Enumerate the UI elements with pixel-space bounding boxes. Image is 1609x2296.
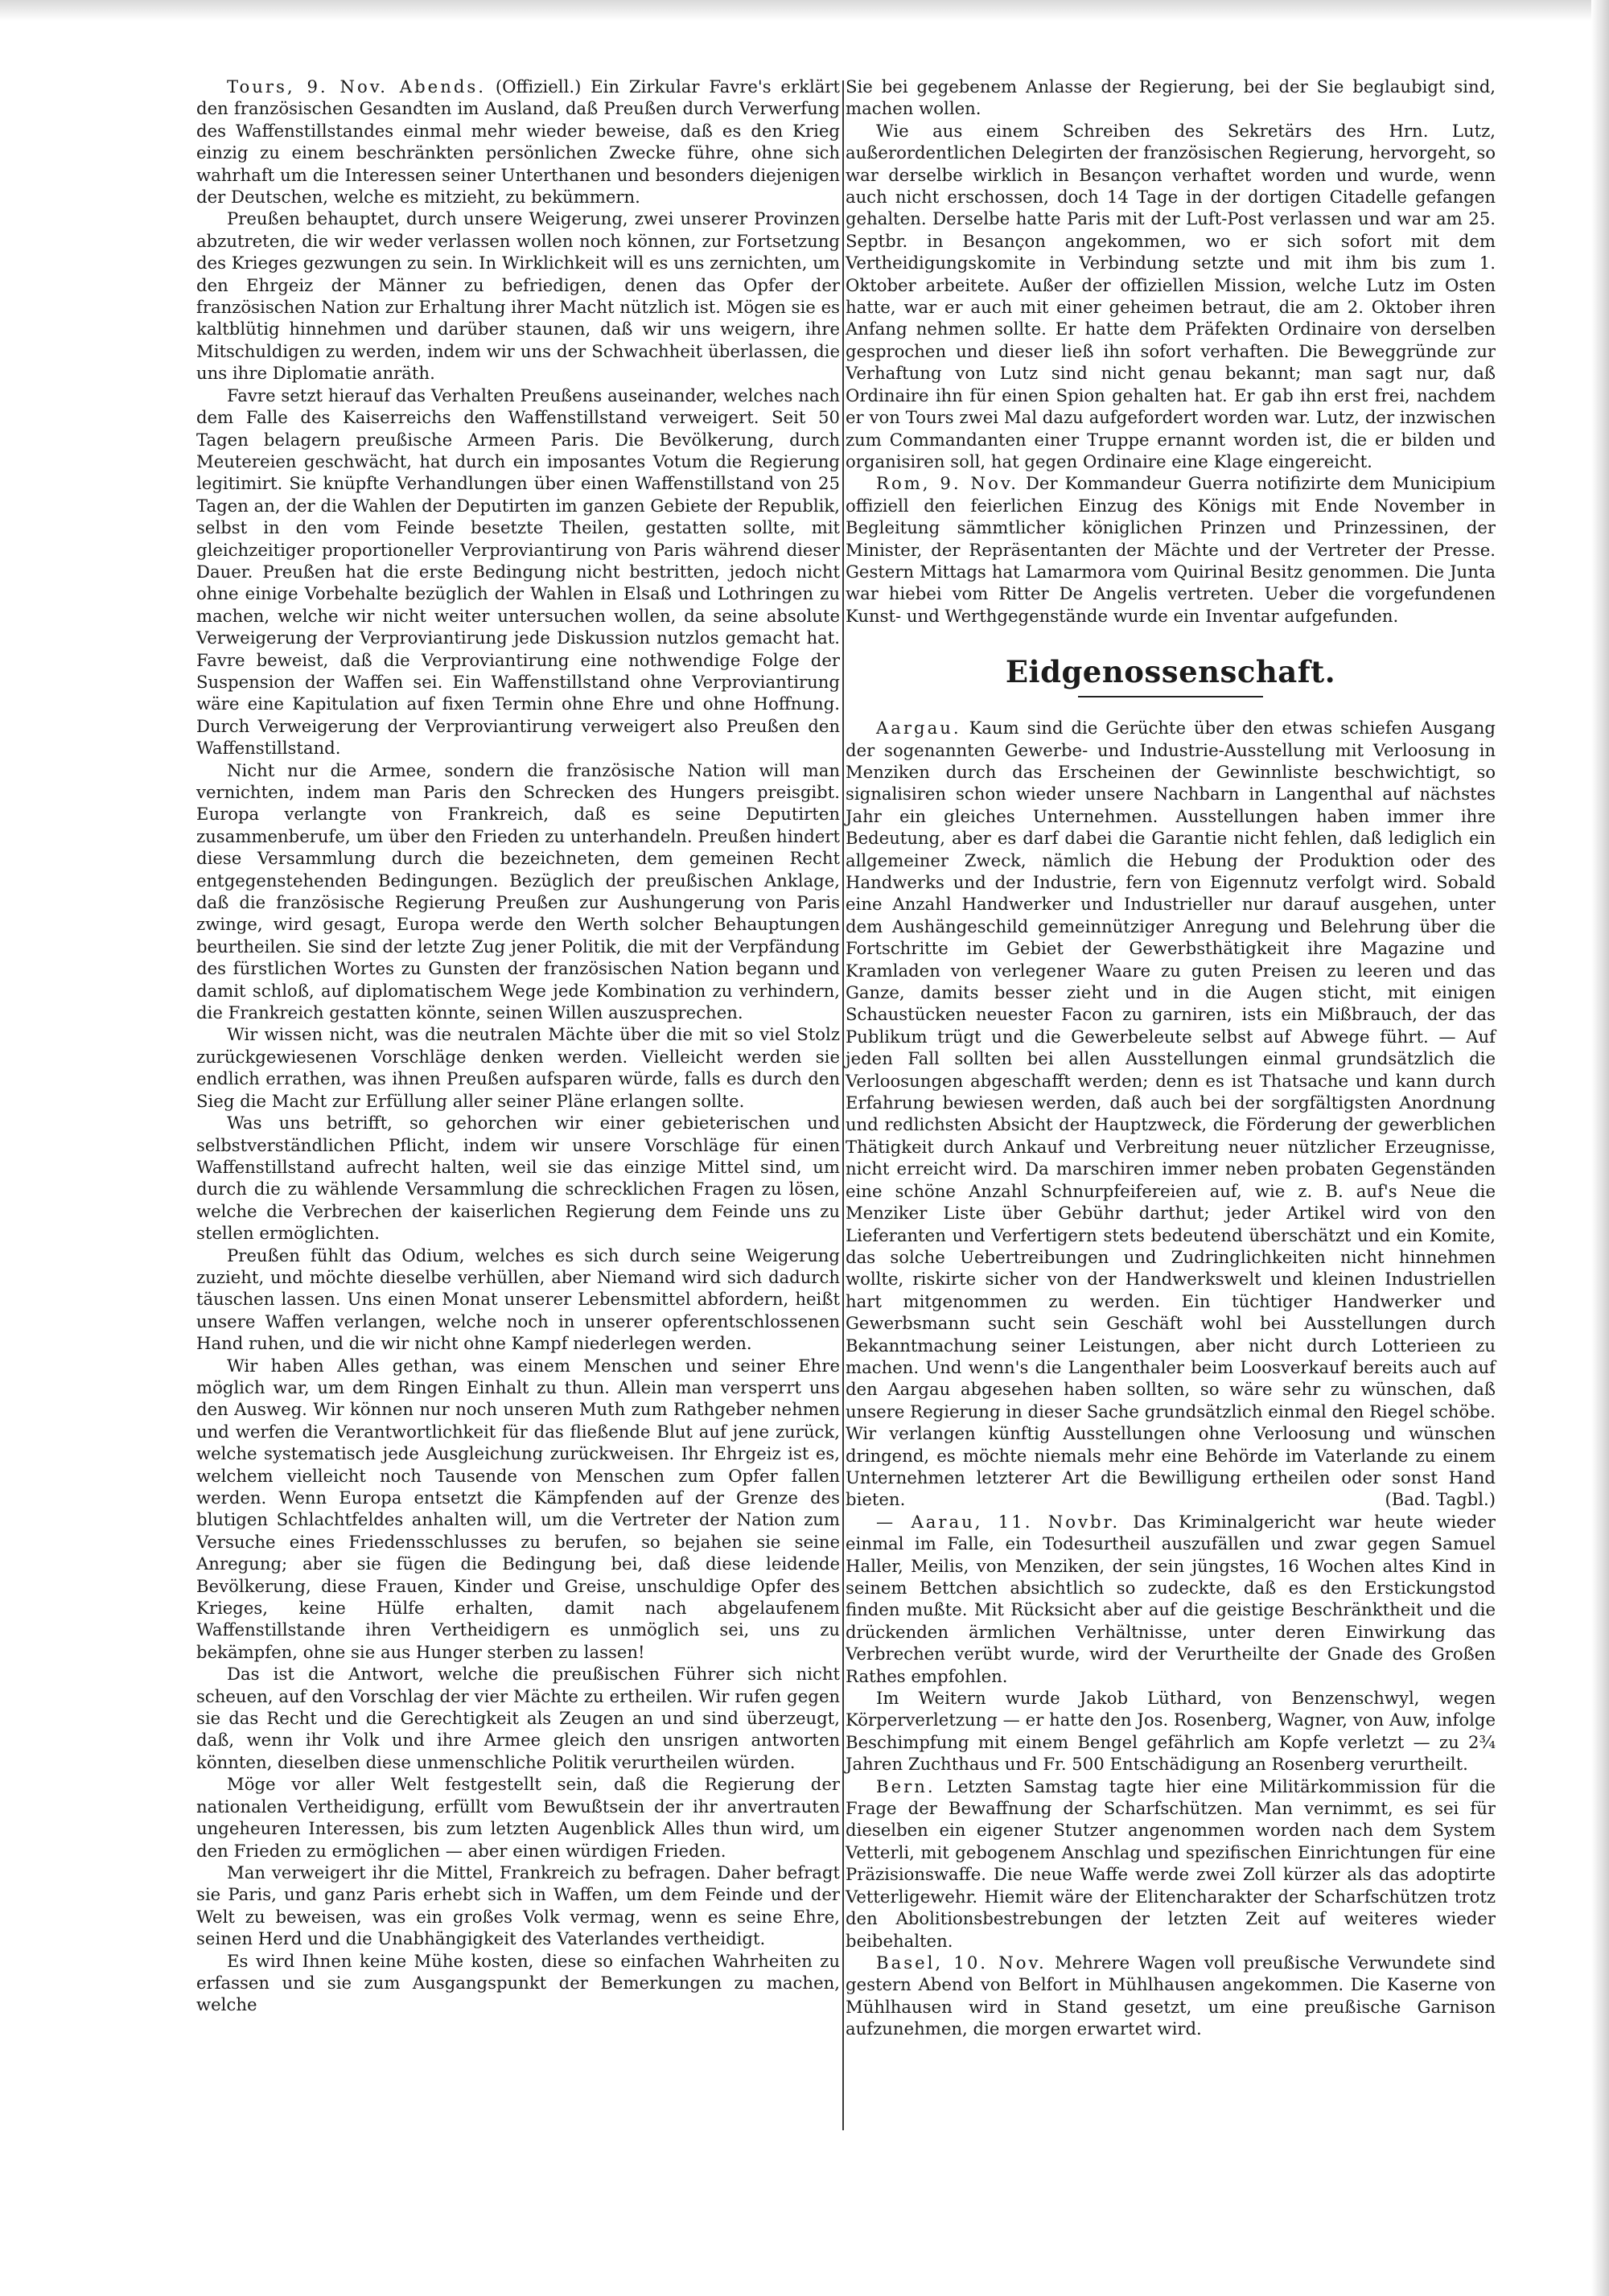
source-attribution: (Bad. Tagbl.) [1385,1489,1496,1510]
paragraph-text: Letzten Samstag tagte hier eine Militärkommission für die Frage der Bewaffnung der Scharfschützen. Man vernimmt, es sei für dieselben ein eigener Stutzer angenommen worden nach dem System Vetterli, mit gebogenem Anschlag und spezifischen Einrichtungen für eine Präzisionswaffe. Die neue Waffe werde zwei Zoll kürzer als das adoptirte Vetterligewehr. Hiemit wäre der Elitencharakter der Scharfschützen trotz den Abolitionsbestrebungen der letzten Zeit auf weiteres wieder beibehalten. [846,1775,1496,1951]
article-paragraph [196,1245,840,1355]
right-column [846,76,1496,2040]
scan-right-edge [1591,0,1609,2296]
foreign-news-continued [846,76,1496,627]
dateline: — Aarau, 11. Novbr. [876,1511,1121,1532]
section-heading-text: Eidgenossenschaft. [1005,654,1336,690]
article-paragraph [196,1663,840,1773]
article-paragraph [196,1862,840,1950]
scan-top-edge [0,0,1609,21]
paragraph-text: Möge vor aller Welt festgestellt sein, daß die Regierung der nationalen Vertheidigung, erfüllt vom Bewußtsein der ihr anvertrauten ungeheuren Interessen, bis zum letzten Augenblick Alles thun wird, um den Frieden zu ermöglichen — aber einen würdigen Frieden. [196,1774,840,1861]
article-paragraph [846,1687,1496,1775]
dateline: Tours, 9. Nov. Abends. [227,76,487,97]
article-paragraph [846,1511,1496,1687]
paragraph-text: Kaum sind die Gerüchte über den etwas schiefen Ausgang der sogenannten Gewerbe- und Industrie-Ausstellung mit Verloosung in Menziken durch das Erscheinen der Gewinnliste beschwichtigt, so signalisiren schon wieder unsere Nachbarn in Langenthal auf nächstes Jahr ein gleiches Unternehmen. Ausstellungen haben immer ihre Bedeutung, aber es darf dabei die Garantie nicht fehlen, daß lediglich ein allgemeiner Zweck, nämlich die Hebung der Produktion oder des Handwerks und der Industrie, fern von Eigennutz verfolgt wird. Sobald eine Anzahl Handwerker und Industrieller nur darauf ausgehen, unter dem Aushängeschild gemeinnütziger Anregung und Belehrung über die Fortschritte im Gebiet der Gewerbsthätigkeit ihre Magazine und Kramladen von verlegener Waare zu guten Preisen zu leeren und das Ganze, damits besser zieht und in die Augen sticht, mit einigen Schaustücken neuester Facon zu garniren, ists ein Mißbrauch, der das Publikum trügt und die Gewerbeleute selbst auf Abwege führt. — Auf jeden Fall sollten bei allen Ausstellungen einmal grundsätzlich die Verloosungen abgeschafft werden; denn es ist Thatsache und kann durch Erfahrung bewiesen werden, daß auch bei der sorgfältigsten Anordnung und redlichsten Absicht der Hauptzweck, die Förderung der gewerblichen Thätigkeit durch Ankauf und Verbreitung neuer nützlicher Erzeugnisse, nicht erreicht wird. Da marschiren immer neben probaten Gegenständen eine schöne Anzahl Schnurpfeifereien auf, wie z. B. auf's Neue die Menziker Liste über Gebühr darthut; jeder Artikel wird von den Lieferanten und Verfertigern stets bedeutend überschätzt und ein Komite, das solche Uebertreibungen und Zudringlichkeiten nicht hinnehmen wollte, riskirte sicher von der Handwerkswelt und kleinen Industriellen hart mitgenommen zu werden. Ein tüchtiger Handwerker und Gewerbsmann sucht sein Geschäft wohl bei Ausstellungen durch Bekanntmachung seiner Leistungen, aber nicht durch Lotterieen zu machen. Und wenn's die Langenthaler beim Loosverkauf bereits auch auf den Aargau abgesehen haben sollten, so wäre sehr zu wünschen, daß unsere Regierung in dieser Sache grundsätzlich einmal den Riegel schöbe. Wir verlangen künftig Ausstellungen ohne Verloosung und wünschen dringend, es möchte niemals mehr eine Behörde im Vaterlande zu einem Unternehmen letzterer Art die Bewilligung ertheilen oder sonst Hand bieten. [846,718,1496,1510]
dateline: Rom, 9. Nov. [876,473,1019,494]
article-paragraph [196,1950,840,2016]
paragraph-text: Das Kriminalgericht war heute wieder einmal im Falle, ein Todesurtheil auszufällen und zwar gegen Samuel Haller, Meilis, von Menziken, der sein jüngstes, 16 Wochen altes Kind in seinem Bettchen absichtlich so zudeckte, daß es den Erstickungstod finden mußte. Mit Rücksicht aber auf die geistige Beschränktheit und die drückenden ärmlichen Verhältnisse, unter deren Einwirkung das Verbrechen verübt wurde, wird der Verurtheilte der Gnade des Großen Rathes empfohlen. [846,1511,1496,1686]
paragraph-text: Man verweigert ihr die Mittel, Frankreich zu befragen. Daher befragt sie Paris, und ganz Paris erhebt sich in Waffen, um dem Feinde und der Welt zu beweisen, was ein großes Volk vermag, wenn es seine Ehre, seinen Herd und die Unabhängigkeit des Vaterlandes vertheidigt. [196,1862,840,1949]
dateline: Bern. [876,1775,936,1796]
dateline: Aargau. [876,718,961,739]
article-paragraph [846,76,1496,120]
left-column [196,76,840,2016]
article-paragraph [196,208,840,384]
paragraph-text: Das ist die Antwort, welche die preußischen Führer sich nicht scheuen, auf den Vorschlag der vier Mächte zu ertheilen. Wir rufen gegen sie das Recht und die Gerechtigkeit als Zeugen an und sind überzeugt, daß, wenn ihr Volk und ihre Armee gleich den unsrigen antworten könnten, dieselben diese unmenschliche Politik verurtheilen würden. [196,1664,840,1772]
article-paragraph [196,1355,840,1664]
article-paragraph [846,120,1496,473]
article-paragraph [196,1023,840,1112]
column-divider [842,80,844,2130]
paragraph-text: Wir wissen nicht, was die neutralen Mächte über die mit so viel Stolz zurückgewiesenen Vorschläge denken werden. Vielleicht werden sie endlich errathen, was ihnen Preußen aufsparen würde, falls es durch den Sieg die Macht zur Erfüllung aller seiner Pläne erlangen sollte. [196,1024,840,1111]
paragraph-text: Favre setzt hierauf das Verhalten Preußens auseinander, welches nach dem Falle des Kaiserreichs den Waffenstillstand verweigert. Seit 50 Tagen belagern preußische Armeen Paris. Die Bevölkerung, durch Meutereien geschwächt, hat durch ein imposantes Votum die Regierung legitimirt. Sie knüpfte Verhandlungen über einen Waffenstillstand von 25 Tagen an, der die Wahlen der Deputirten im ganzen Gebiete der Republik, selbst in den vom Feinde besetzte Theilen, gestatten sollte, mit gleichzeitiger proportioneller Verproviantirung von Paris während dieser Dauer. Preußen hat die erste Bedingung nicht bestritten, jedoch nicht ohne einige Vorbehalte bezüglich der Wahlen in Elsaß und Lothringen zu machen, welche wir nicht weiter untersuchen wollen, da seine absolute Verweigerung der Verproviantirung jede Diskussion nutzlos gemacht hat. Favre beweist, daß die Verproviantirung eine nothwendige Folge der Suspension der Waffen sei. Ein Waffenstillstand ohne Verproviantirung wäre eine Kapitulation auf fixen Termin ohne Ehre und ohne Hoffnung. Durch Verweigerung der Verproviantirung verweigert also Preußen den Waffenstillstand. [196,385,840,759]
paragraph-text: Der Kommandeur Guerra notifizirte dem Municipium offiziell den feierlichen Einzug des Königs mit Ende November in Begleitung sämmtlicher königlichen Prinzen und Prinzessinen, der Minister, der Repräsentanten der Mächte und der Vertreter der Presse. Gestern Mittags hat Lamarmora vom Quirinal Besitz genommen. Die Junta war hiebei vom Ritter De Angelis vertreten. Ueber die vorgefundenen Kunst- und Werthgegenstände wurde ein Inventar aufgefunden. [846,473,1496,626]
paragraph-text: Was uns betrifft, so gehorchen wir einer gebieterischen und selbstverständlichen Pflicht, indem wir unsere Vorschläge für einen Waffenstillstand aufrecht halten, weil sie das einzige Mittel sind, um durch die zu wählende Versammlung die schrecklichen Fragen zu lösen, welche die Verbrechen der kaiserlichen Regierung dem Feinde uns zu stellen ermöglichten. [196,1113,840,1244]
paragraph-text: Nicht nur die Armee, sondern die französische Nation will man vernichten, indem man Paris den Schrecken des Hungers preisgibt. Europa verlangte von Frankreich, daß es seine Deputirten zusammenberufe, um über den Frieden zu unterhandeln. Preußen hindert diese Versammlung durch die bezeichneten, dem gemeinen Recht entgegenstehenden Bedingungen. Bezüglich der preußischen Anklage, daß die französische Regierung Preußen zur Aushungerung von Paris zwinge, wird gesagt, Europa werde den Werth solcher Behauptungen beurtheilen. Sie sind der letzte Zug jener Politik, die mit der Verpfändung des fürstlichen Wortes zu Gunsten der französischen Nation begann und damit schloß, auf diplomatischem Wege jede Kombination zu verhindern, die Frankreich gestatten könnte, seinen Willen auszusprechen. [196,759,840,1023]
paragraph-text: Preußen behauptet, durch unsere Weigerung, zwei unserer Provinzen abzutreten, die wir weder verlassen wollen noch können, zur Fortsetzung des Krieges gezwungen zu sein. In Wirklichkeit will es uns zernichten, um den Ehrgeiz der Männer zu befriedigen, denen das Opfer der französischen Nation zur Erhaltung ihrer Macht nützlich ist. Mögen sie es kaltblütig hinnehmen und darüber staunen, daß wir uns weigern, ihre Mitschuldigen zu werden, indem wir uns der Schwachheit überlassen, die uns ihre Diplomatie anräth. [196,208,840,384]
article-paragraph [196,1773,840,1862]
paragraph-text: Mehrere Wagen voll preußische Verwundete sind gestern Abend von Belfort in Mühlhausen angekommen. Die Kaserne von Mühlhausen wird in Stand gesetzt, um eine preußische Garnison aufzunehmen, die morgen erwartet wird. [846,1952,1496,2039]
article-paragraph [846,717,1496,1511]
paragraph-text: (Offiziell.) Ein Zirkular Favre's erklärt den französischen Gesandten im Ausland, daß Preußen durch Verwerfung des Waffenstillstandes einmal mehr wieder beweise, daß es den Krieg einzig zu einem beschränkten persönlichen Zwecke führe, ohne sich wahrhaft um die Interessen seiner Unterthanen und besonders diejenigen der Deutschen, welche es mitzieht, zu bekümmern. [196,76,840,208]
paragraph-text: Wie aus einem Schreiben des Sekretärs des Hrn. Lutz, außerordentlichen Delegirten der französischen Regierung, hervorgeht, so war derselbe wirklich in Besançon verhaftet worden und wurde, wenn auch nicht erschossen, doch 14 Tage in der dortigen Citadelle gefangen gehalten. Derselbe hatte Paris mit der Luft-Post verlassen und war am 25. Septbr. in Besançon angekommen, wo er sich sofort mit dem Vertheidigungskomite in Verbindung setzte und mit ihm bis zum 1. Oktober arbeitete. Außer der offiziellen Mission, welche Lutz im Osten hatte, war er auch mit einer geheimen betraut, die am 2. Oktober ihren Anfang nehmen sollte. Er hatte dem Präfekten Ordinaire von derselben gesprochen und dieser ließ ihn sofort verhaften. Die Beweggründe zur Verhaftung von Lutz sind nicht genau bekannt; man sagt nur, daß Ordinaire ihn für einen Spion gehalten hat. Er gab ihn erst frei, nachdem er von Tours zwei Mal dazu aufgefordert worden war. Lutz, der inzwischen zum Commandanten einer Truppe ernannt worden ist, die er bilden und organisiren soll, hat gegen Ordinaire eine Klage eingereicht. [846,120,1496,471]
paragraph-text: Sie bei gegebenem Anlasse der Regierung, bei der Sie beglaubigt sind, machen wollen. [846,76,1496,119]
article-paragraph [196,76,840,208]
article-paragraph [846,1775,1496,1952]
article-paragraph [196,759,840,1024]
section-heading-eidgenossenschaft [846,654,1496,697]
paragraph-text: Es wird Ihnen keine Mühe kosten, diese so einfachen Wahrheiten zu erfassen und sie zum Ausgangspunkt der Bemerkungen zu machen, welche [196,1950,840,2015]
article-paragraph [196,385,840,759]
article-paragraph [846,472,1496,627]
paragraph-text: Preußen fühlt das Odium, welches es sich durch seine Weigerung zuzieht, und möchte dieselbe verhüllen, aber Niemand wird sich dadurch täuschen lassen. Uns einen Monat unserer Lebensmittel abfordern, heißt unsere Waffen verlangen, welche noch in unserer opferentschlossenen Hand ruhen, und die wir nicht ohne Kampf niederlegen werden. [196,1245,840,1354]
dateline: Basel, 10. Nov. [876,1952,1047,1973]
article-paragraph [846,1952,1496,2040]
section-heading-rule [1078,696,1263,697]
paragraph-text: Im Weitern wurde Jakob Lüthard, von Benzenschwyl, wegen Körperverletzung — er hatte den Jos. Rosenberg, Wagner, von Auw, infolge Beschimpfung mit einem Bengel gefährlich am Kopfe verletzt — zu 2¾ Jahren Zuchthaus und Fr. 500 Entschädigung an Rosenberg verurtheilt. [846,1688,1496,1775]
article-paragraph [196,1112,840,1244]
eidgenossenschaft-news [846,717,1496,2039]
paragraph-text: Wir haben Alles gethan, was einem Menschen und seiner Ehre möglich war, um dem Ringen Einhalt zu thun. Allein man versperrt uns den Ausweg. Wir können nur noch unseren Muth zum Rathgeber nehmen und werfen die Verantwortlichkeit für das fließende Blut auf jene zurück, welche systematisch jede Ausgleichung zurückweisen. Ihr Ehrgeiz ist es, welchem vielleicht noch Tausende von Menschen zum Opfer fallen werden. Wenn Europa entsetzt die Kämpfenden auf der Grenze des blutigen Schlachtfeldes anhalten will, um die Vertreter der Nation zum Versuche eines Friedensschlusses zu berufen, so bejahen sie seine Anregung; aber sie fügen die Bedingung bei, daß diese leidende Bevölkerung, diese Frauen, Kinder und Greise, unschuldige Opfer des Krieges, keine Hülfe erhalten, damit nach abgelaufenem Waffenstillstande ihren Vertheidigern es unmöglich sei, uns zu bekämpfen, ohne sie aus Hunger sterben zu lassen! [196,1355,840,1662]
